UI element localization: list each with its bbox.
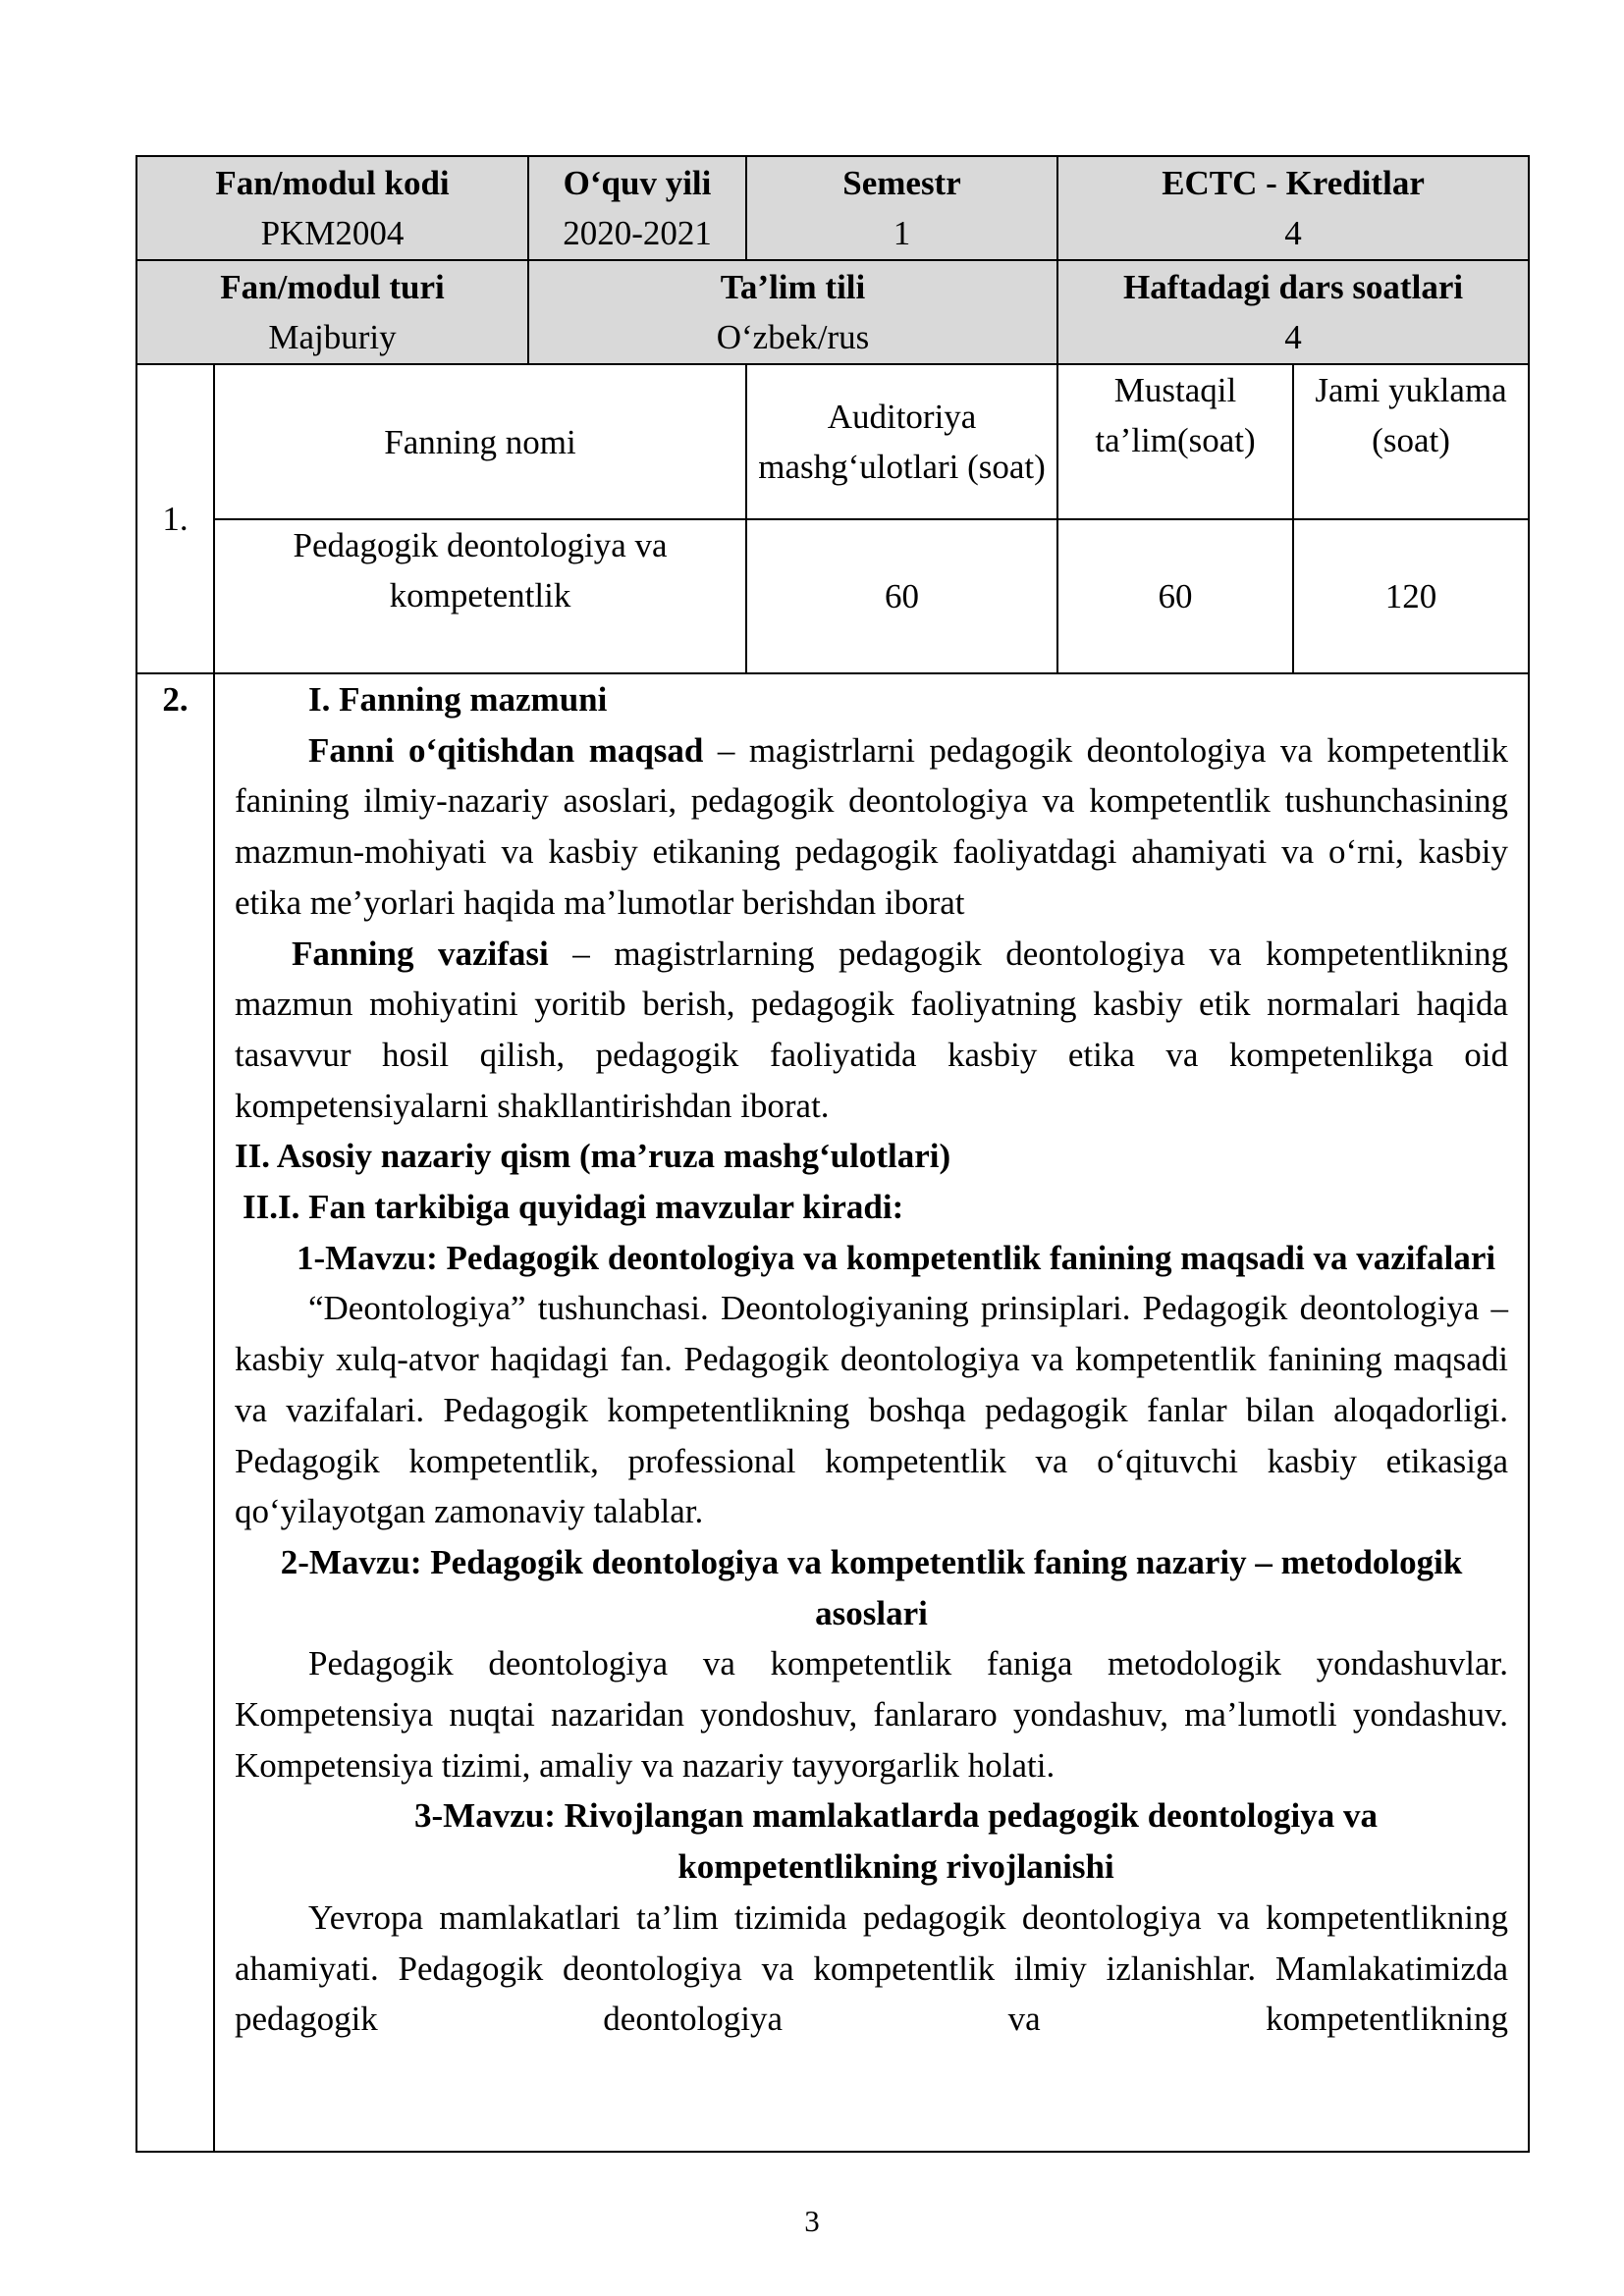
page-number: 3 bbox=[804, 2204, 820, 2238]
semester-value: 1 bbox=[893, 214, 911, 252]
weekly-hours-cell bbox=[1057, 260, 1529, 364]
content-cell bbox=[214, 673, 1529, 2152]
weekly-hours-label: Haftadagi dars soatlari bbox=[1122, 268, 1464, 306]
task-bold: Fanning vazifasi bbox=[292, 934, 549, 973]
credits-label: ECTC - Kreditlar bbox=[1162, 164, 1425, 202]
subject-name-value: Pedagogik deontologiya va kompetentlik bbox=[214, 519, 746, 673]
row-number-1: 1. bbox=[136, 364, 214, 673]
row-module-info bbox=[136, 156, 1529, 260]
goal-text: – magistrlarni pedagogik deontologiya va kompetentlik fanining ilmiy-nazariy asoslari, pedagogik deontologiya va kompetentlik tushunchasining mazmun-mohiyati va kasbiy etikaning pedagogik faoliyatdagi ahamiyati va o‘rni, kasbiy etika me’yorlari haqida ma’lumotlar berishdan iborat bbox=[235, 730, 1509, 922]
header-table bbox=[135, 155, 1530, 2153]
credits-cell bbox=[1057, 156, 1529, 260]
topic1-text: “Deontologiya” tushunchasi. Deontologiyaning prinsiplari. Pedagogik deontologiya – kasbiy xulq-atvor haqidagi fan. Pedagogik deontologiya va kompetentlik fanining maqsadi va vazifalari. Pedagogik kompetentlikning boshqa pedagogik fanlar bilan aloqadorligi. Pedagogik kompetentlik, professional kompetentlik va o‘qituvchi kasbiy etikasiga qo‘yilayotgan zamonaviy talablar. bbox=[235, 1289, 1509, 1531]
subject-name-label: Fanning nomi bbox=[214, 364, 746, 519]
credits-value: 4 bbox=[1284, 214, 1302, 252]
total-hours-label: Jami yuklama (soat) bbox=[1293, 364, 1529, 519]
row-subject-values bbox=[136, 519, 1529, 673]
topic1-title: 1-Mavzu: Pedagogik deontologiya va kompetentlik fanining maqsadi va vazifalari bbox=[296, 1238, 1496, 1277]
auditorium-hours-label: Auditoriya mashg‘ulotlari (soat) bbox=[746, 364, 1057, 519]
module-code-value: PKM2004 bbox=[260, 214, 405, 252]
semester-label: Semestr bbox=[842, 164, 961, 202]
independent-hours-label: Mustaqil ta’lim(soat) bbox=[1057, 364, 1293, 519]
independent-hours-value: 60 bbox=[1057, 519, 1293, 673]
language-value: O‘zbek/rus bbox=[716, 318, 870, 356]
section2-subtitle: II.I. Fan tarkibiga quyidagi mavzular kiradi: bbox=[243, 1188, 904, 1227]
auditorium-hours-value: 60 bbox=[746, 519, 1057, 673]
topic2-text: Pedagogik deontologiya va kompetentlik faniga metodologik yondashuvlar. Kompetensiya nuqtai nazaridan yondoshuv, fanlararo yondashuv, ma’lumotli yondashuv. Kompetensiya tizimi, amaliy va nazariy tayyorgarlik holati. bbox=[235, 1644, 1509, 1785]
module-type-cell bbox=[136, 260, 528, 364]
row-content bbox=[136, 673, 1529, 2152]
module-type-value: Majburiy bbox=[268, 318, 397, 356]
semester-cell bbox=[746, 156, 1057, 260]
task-text: – magistrlarning pedagogik deontologiya va kompetentlikning mazmun mohiyatini yoritib berish, pedagogik faoliyatning kasbiy etik normalari haqida tasavvur hosil qilish, pedagogik faoliyatida kasbiy etika va kompetenlikga oid kompetensiyalarni shakllantirishdan iborat. bbox=[235, 934, 1509, 1125]
module-code-label: Fan/modul kodi bbox=[215, 164, 450, 202]
task-paragraph bbox=[235, 929, 1508, 1132]
row-subject-header bbox=[136, 364, 1529, 519]
section2-title: II. Asosiy nazariy qism (ma’ruza mashg‘ulotlari) bbox=[235, 1137, 951, 1176]
goal-paragraph bbox=[235, 725, 1508, 929]
academic-year-label: O‘quv yili bbox=[563, 164, 712, 202]
syllabus-page bbox=[135, 155, 1528, 2153]
academic-year-value: 2020-2021 bbox=[563, 214, 712, 252]
topic2-title: 2-Mavzu: Pedagogik deontologiya va kompetentlik faning nazariy – metodologik asoslari bbox=[280, 1542, 1463, 1632]
module-type-label: Fan/modul turi bbox=[220, 268, 445, 306]
row-module-type bbox=[136, 260, 1529, 364]
academic-year-cell bbox=[528, 156, 746, 260]
language-cell bbox=[528, 260, 1057, 364]
topic3-title: 3-Mavzu: Rivojlangan mamlakatlarda pedagogik deontologiya va kompetentlikning rivojlanishi bbox=[414, 1796, 1379, 1887]
total-hours-value: 120 bbox=[1293, 519, 1529, 673]
module-code-cell bbox=[136, 156, 528, 260]
language-label: Ta’lim tili bbox=[720, 268, 866, 306]
topic3-text: Yevropa mamlakatlari ta’lim tizimida pedagogik deontologiya va kompetentlikning ahamiyati. Pedagogik deontologiya va kompetentlik ilmiy izlanishlar. Mamlakatimizda pedagogik deontologiya va kompetentlikning bbox=[235, 1897, 1509, 2039]
weekly-hours-value: 4 bbox=[1284, 318, 1302, 356]
row-number-2: 2. bbox=[136, 673, 214, 2152]
goal-bold: Fanni o‘qitishdan maqsad bbox=[308, 730, 704, 770]
section1-title: I. Fanning mazmuni bbox=[308, 680, 608, 719]
